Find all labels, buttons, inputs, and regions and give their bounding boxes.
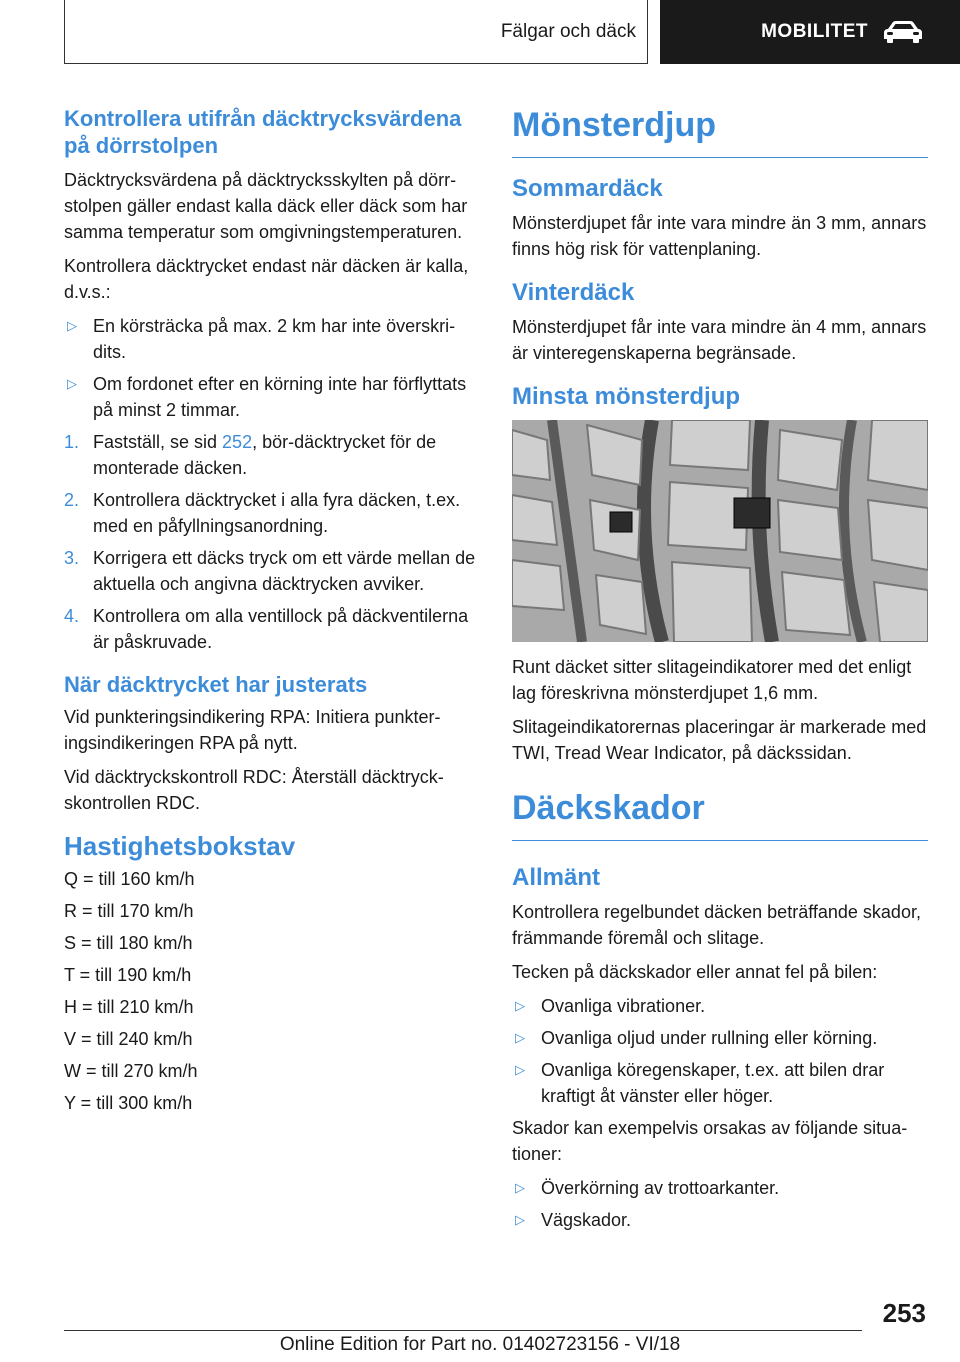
step-text: Kontrollera om alla ventillock på däckventilerna är påskruvade. [93, 606, 469, 652]
chapter-tab [660, 0, 960, 64]
triangle-bullet-icon: ▷ [67, 376, 77, 391]
speed-rating: S = till 180 km/h [64, 933, 193, 953]
section-title: Fälgar och däck [500, 21, 636, 42]
speed-rating: R = till 170 km/h [64, 901, 194, 921]
heading-pressure-adjusted: När däcktrycket har justerats [64, 672, 368, 697]
step-item [64, 545, 476, 597]
paragraph: Vid däcktryckskontroll RDC: Återställ däcktryckskontrollen RDC. [64, 767, 444, 813]
right-column [512, 105, 928, 1239]
step-number: 1. [64, 432, 80, 452]
heading-min-tread: Minsta mönsterdjup [512, 383, 741, 410]
speed-rating: T = till 190 km/h [64, 965, 192, 985]
speed-rating: Q = till 160 km/h [64, 869, 195, 889]
triangle-bullet-icon: ▷ [515, 1062, 525, 1077]
list-item-text: Ovanliga vibrationer. [541, 996, 706, 1016]
triangle-bullet-icon: ▷ [515, 1030, 525, 1045]
left-column [64, 105, 476, 1122]
page-number: 253 [882, 1298, 926, 1328]
paragraph: Runt däcket sitter slitageindikatorer med det enligt lag föreskrivna mönsterdjupet 1,6 mm. [512, 657, 912, 703]
step-number: 4. [64, 606, 80, 626]
tread-wear-indicator-image [512, 420, 928, 642]
heading-general: Allmänt [512, 864, 601, 891]
heading-check-door-pillar: Kontrollera utifrån däcktrycksvärdena på dörrstolpen [64, 106, 462, 158]
paragraph: Kontrollera däcktrycket endast när däcken är kalla, d.v.s.: [64, 256, 469, 302]
list-item-text: En körsträcka på max. 2 km har inte överskridits. [93, 316, 456, 362]
heading-summer-tyres: Sommardäck [512, 175, 663, 202]
paragraph: Mönsterdjupet får inte vara mindre än 3 mm, annars finns hög risk för vattenplaning. [512, 213, 927, 259]
list-item-text: Ovanliga köregenskaper, t.ex. att bilen drar kraftigt åt vänster eller höger. [541, 1060, 885, 1106]
paragraph: Däcktrycksvärdena på däcktrycksskylten på dörrstolpen gäller endast kalla däck eller däck som har samma temperatur som omgivningstemperaturen. [64, 170, 468, 242]
paragraph: Vid punkteringsindikering RPA: Initiera punkteringsindikeringen RPA på nytt. [64, 707, 441, 753]
paragraph: Mönsterdjupet får inte vara mindre än 4 mm, annars är vinteregenskaperna begränsade. [512, 317, 927, 363]
heading-winter-tyres: Vinterdäck [512, 279, 635, 306]
step-text: Kontrollera däcktrycket i alla fyra däcken, t.ex. med en påfyllningsanordning. [93, 490, 461, 536]
list-item-text: Överkörning av trottoarkanter. [541, 1178, 780, 1198]
edition-text: Online Edition for Part no. 01402723156 - VI/18 [279, 1334, 681, 1355]
list-item-text: Ovanliga oljud under rullning eller körning. [541, 1028, 878, 1048]
speed-rating: W = till 270 km/h [64, 1061, 198, 1081]
triangle-bullet-icon: ▷ [515, 1180, 525, 1195]
step-text: Korrigera ett däcks tryck om ett värde mellan de aktuella och angivna däcktrycken avviker. [93, 548, 476, 594]
step-number: 3. [64, 548, 80, 568]
speed-rating: H = till 210 km/h [64, 997, 194, 1017]
paragraph: Tecken på däckskador eller annat fel på bilen: [512, 962, 878, 982]
list-item [512, 1175, 928, 1201]
list-item [64, 371, 476, 423]
heading-speed-rating: Hastighetsbokstav [64, 831, 296, 861]
page-link[interactable]: 252 [222, 432, 253, 452]
footer-divider [64, 1330, 862, 1331]
car-icon [882, 19, 924, 45]
list-item [512, 993, 928, 1019]
speed-rating: Y = till 300 km/h [64, 1093, 193, 1113]
footer-edition [0, 1334, 960, 1356]
list-item-text: Om fordonet efter en körning inte har förflyttats på minst 2 timmar. [93, 374, 467, 420]
list-item [64, 313, 476, 365]
heading-tread-depth: Mönsterdjup [512, 105, 928, 158]
triangle-bullet-icon: ▷ [67, 318, 77, 333]
list-item [512, 1057, 928, 1109]
paragraph: Slitageindikatorernas placeringar är markerade med TWI, Tread Wear Indicator, på däckssidan. [512, 717, 927, 763]
list-item [512, 1025, 928, 1051]
list-item-text: Vägskador. [541, 1210, 632, 1230]
heading-tyre-damage: Däckskador [512, 788, 928, 841]
triangle-bullet-icon: ▷ [515, 998, 525, 1013]
step-item [64, 429, 476, 481]
speed-rating: V = till 240 km/h [64, 1029, 193, 1049]
paragraph: Kontrollera regelbundet däcken beträffande skador, främmande föremål och slitage. [512, 902, 921, 948]
step-item [64, 487, 476, 539]
step-text: Fastställ, se sid 252, bör-däcktrycket för de monterade däcken. [93, 432, 437, 478]
step-number: 2. [64, 490, 80, 510]
paragraph: Skador kan exempelvis orsakas av följande situationer: [512, 1118, 908, 1164]
step-item [64, 603, 476, 655]
chapter-title: MOBILITET [761, 21, 868, 42]
list-item [512, 1207, 928, 1233]
triangle-bullet-icon: ▷ [515, 1212, 525, 1227]
